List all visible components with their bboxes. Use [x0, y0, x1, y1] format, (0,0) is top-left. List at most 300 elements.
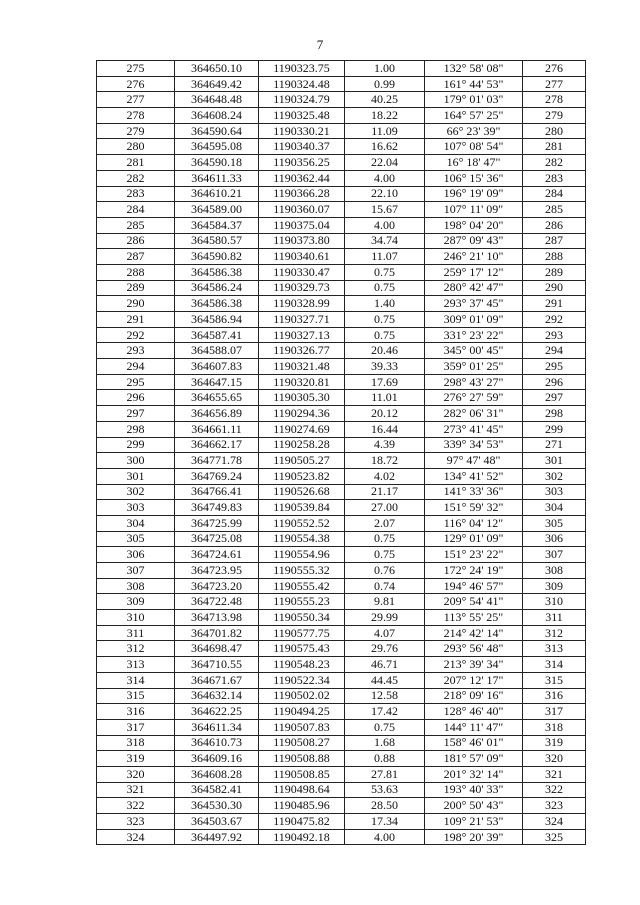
distance-cell: 0.88 [345, 751, 425, 767]
next-point-cell: 295 [523, 359, 586, 375]
next-point-cell: 313 [523, 641, 586, 657]
next-point-cell: 288 [523, 249, 586, 265]
x-coordinate-cell: 364650.10 [175, 61, 259, 77]
page-number: 7 [316, 37, 324, 52]
bearing-cell: 309° 01' 09" [425, 312, 523, 328]
distance-cell: 4.07 [345, 625, 425, 641]
bearing-cell: 151° 59' 32" [425, 500, 523, 516]
distance-cell: 0.76 [345, 563, 425, 579]
point-number-cell: 300 [97, 453, 175, 469]
distance-cell: 15.67 [345, 202, 425, 218]
distance-cell: 4.02 [345, 468, 425, 484]
distance-cell: 44.45 [345, 672, 425, 688]
bearing-cell: 214° 42' 14" [425, 625, 523, 641]
point-number-cell: 281 [97, 155, 175, 171]
point-number-cell: 304 [97, 515, 175, 531]
bearing-cell: 209° 54' 41" [425, 594, 523, 610]
next-point-cell: 286 [523, 217, 586, 233]
distance-cell: 0.75 [345, 327, 425, 343]
x-coordinate-cell: 364725.99 [175, 515, 259, 531]
table-row [97, 531, 586, 547]
y-coordinate-cell: 1190360.07 [259, 202, 345, 218]
table-row [97, 437, 586, 453]
bearing-cell: 218° 09' 16" [425, 688, 523, 704]
table-row [97, 139, 586, 155]
point-number-cell: 307 [97, 563, 175, 579]
next-point-cell: 285 [523, 202, 586, 218]
distance-cell: 53.63 [345, 782, 425, 798]
point-number-cell: 310 [97, 610, 175, 626]
point-number-cell: 292 [97, 327, 175, 343]
point-number-cell: 282 [97, 170, 175, 186]
bearing-cell: 164° 57' 25" [425, 108, 523, 124]
point-number-cell: 321 [97, 782, 175, 798]
point-number-cell: 289 [97, 280, 175, 296]
x-coordinate-cell: 364710.55 [175, 657, 259, 673]
next-point-cell: 316 [523, 688, 586, 704]
table-row [97, 155, 586, 171]
x-coordinate-cell: 364607.83 [175, 359, 259, 375]
distance-cell: 4.00 [345, 170, 425, 186]
y-coordinate-cell: 1190329.73 [259, 280, 345, 296]
x-coordinate-cell: 364749.83 [175, 500, 259, 516]
y-coordinate-cell: 1190485.96 [259, 798, 345, 814]
point-number-cell: 279 [97, 123, 175, 139]
next-point-cell: 279 [523, 108, 586, 124]
distance-cell: 4.00 [345, 829, 425, 845]
x-coordinate-cell: 364590.18 [175, 155, 259, 171]
bearing-cell: 282° 06' 31" [425, 406, 523, 422]
point-number-cell: 275 [97, 61, 175, 77]
point-number-cell: 296 [97, 390, 175, 406]
bearing-cell: 194° 46' 57" [425, 578, 523, 594]
next-point-cell: 325 [523, 829, 586, 845]
table-row [97, 782, 586, 798]
bearing-cell: 132° 58' 08" [425, 61, 523, 77]
next-point-cell: 301 [523, 453, 586, 469]
table-row [97, 751, 586, 767]
distance-cell: 1.40 [345, 296, 425, 312]
x-coordinate-cell: 364649.42 [175, 76, 259, 92]
distance-cell: 34.74 [345, 233, 425, 249]
table-row [97, 264, 586, 280]
table-row [97, 829, 586, 845]
bearing-cell: 293° 56' 48" [425, 641, 523, 657]
bearing-cell: 97° 47' 48" [425, 453, 523, 469]
y-coordinate-cell: 1190575.43 [259, 641, 345, 657]
next-point-cell: 318 [523, 719, 586, 735]
point-number-cell: 312 [97, 641, 175, 657]
y-coordinate-cell: 1190554.38 [259, 531, 345, 547]
point-number-cell: 313 [97, 657, 175, 673]
bearing-cell: 106° 15' 36" [425, 170, 523, 186]
table-row [97, 719, 586, 735]
distance-cell: 0.75 [345, 280, 425, 296]
next-point-cell: 287 [523, 233, 586, 249]
x-coordinate-cell: 364530.30 [175, 798, 259, 814]
y-coordinate-cell: 1190375.04 [259, 217, 345, 233]
table-row [97, 766, 586, 782]
next-point-cell: 317 [523, 704, 586, 720]
y-coordinate-cell: 1190340.61 [259, 249, 345, 265]
y-coordinate-cell: 1190326.77 [259, 343, 345, 359]
distance-cell: 0.99 [345, 76, 425, 92]
y-coordinate-cell: 1190508.27 [259, 735, 345, 751]
y-coordinate-cell: 1190294.36 [259, 406, 345, 422]
point-number-cell: 290 [97, 296, 175, 312]
next-point-cell: 311 [523, 610, 586, 626]
next-point-cell: 276 [523, 61, 586, 77]
y-coordinate-cell: 1190539.84 [259, 500, 345, 516]
bearing-cell: 129° 01' 09" [425, 531, 523, 547]
bearing-cell: 107° 11' 09" [425, 202, 523, 218]
table-row [97, 625, 586, 641]
next-point-cell: 321 [523, 766, 586, 782]
x-coordinate-cell: 364590.82 [175, 249, 259, 265]
table-row [97, 359, 586, 375]
table-row [97, 421, 586, 437]
distance-cell: 1.68 [345, 735, 425, 751]
y-coordinate-cell: 1190327.13 [259, 327, 345, 343]
next-point-cell: 292 [523, 312, 586, 328]
point-number-cell: 299 [97, 437, 175, 453]
bearing-cell: 128° 46' 40" [425, 704, 523, 720]
bearing-cell: 339° 34' 53" [425, 437, 523, 453]
coordinates-table-body [97, 61, 586, 845]
x-coordinate-cell: 364586.38 [175, 264, 259, 280]
x-coordinate-cell: 364662.17 [175, 437, 259, 453]
next-point-cell: 278 [523, 92, 586, 108]
bearing-cell: 273° 41' 45" [425, 421, 523, 437]
bearing-cell: 201° 32' 14" [425, 766, 523, 782]
x-coordinate-cell: 364648.48 [175, 92, 259, 108]
next-point-cell: 314 [523, 657, 586, 673]
bearing-cell: 276° 27' 59" [425, 390, 523, 406]
next-point-cell: 294 [523, 343, 586, 359]
point-number-cell: 298 [97, 421, 175, 437]
table-row [97, 704, 586, 720]
bearing-cell: 345° 00' 45" [425, 343, 523, 359]
x-coordinate-cell: 364595.08 [175, 139, 259, 155]
x-coordinate-cell: 364580.57 [175, 233, 259, 249]
y-coordinate-cell: 1190362.44 [259, 170, 345, 186]
distance-cell: 16.62 [345, 139, 425, 155]
table-row [97, 76, 586, 92]
point-number-cell: 291 [97, 312, 175, 328]
y-coordinate-cell: 1190475.82 [259, 814, 345, 830]
y-coordinate-cell: 1190366.28 [259, 186, 345, 202]
x-coordinate-cell: 364723.20 [175, 578, 259, 594]
distance-cell: 0.74 [345, 578, 425, 594]
distance-cell: 17.42 [345, 704, 425, 720]
y-coordinate-cell: 1190356.25 [259, 155, 345, 171]
bearing-cell: 109° 21' 53" [425, 814, 523, 830]
table-row [97, 202, 586, 218]
point-number-cell: 323 [97, 814, 175, 830]
y-coordinate-cell: 1190505.27 [259, 453, 345, 469]
next-point-cell: 296 [523, 374, 586, 390]
table-row [97, 515, 586, 531]
bearing-cell: 331° 23' 22" [425, 327, 523, 343]
bearing-cell: 161° 44' 53" [425, 76, 523, 92]
bearing-cell: 246° 21' 10" [425, 249, 523, 265]
bearing-cell: 198° 04' 20" [425, 217, 523, 233]
distance-cell: 1.00 [345, 61, 425, 77]
y-coordinate-cell: 1190555.23 [259, 594, 345, 610]
table-row [97, 547, 586, 563]
x-coordinate-cell: 364590.64 [175, 123, 259, 139]
y-coordinate-cell: 1190507.83 [259, 719, 345, 735]
y-coordinate-cell: 1190554.96 [259, 547, 345, 563]
next-point-cell: 309 [523, 578, 586, 594]
table-row [97, 327, 586, 343]
next-point-cell: 303 [523, 484, 586, 500]
table-row [97, 406, 586, 422]
next-point-cell: 299 [523, 421, 586, 437]
y-coordinate-cell: 1190328.99 [259, 296, 345, 312]
y-coordinate-cell: 1190523.82 [259, 468, 345, 484]
bearing-cell: 196° 19' 09" [425, 186, 523, 202]
distance-cell: 0.75 [345, 531, 425, 547]
next-point-cell: 289 [523, 264, 586, 280]
distance-cell: 0.75 [345, 264, 425, 280]
table-row [97, 61, 586, 77]
y-coordinate-cell: 1190498.64 [259, 782, 345, 798]
y-coordinate-cell: 1190526.68 [259, 484, 345, 500]
x-coordinate-cell: 364722.48 [175, 594, 259, 610]
y-coordinate-cell: 1190330.47 [259, 264, 345, 280]
bearing-cell: 141° 33' 36" [425, 484, 523, 500]
point-number-cell: 283 [97, 186, 175, 202]
x-coordinate-cell: 364656.89 [175, 406, 259, 422]
x-coordinate-cell: 364503.67 [175, 814, 259, 830]
distance-cell: 11.07 [345, 249, 425, 265]
y-coordinate-cell: 1190552.52 [259, 515, 345, 531]
distance-cell: 0.75 [345, 719, 425, 735]
y-coordinate-cell: 1190305.30 [259, 390, 345, 406]
point-number-cell: 317 [97, 719, 175, 735]
point-number-cell: 278 [97, 108, 175, 124]
x-coordinate-cell: 364587.41 [175, 327, 259, 343]
x-coordinate-cell: 364497.92 [175, 829, 259, 845]
bearing-cell: 193° 40' 33" [425, 782, 523, 798]
x-coordinate-cell: 364586.38 [175, 296, 259, 312]
table-row [97, 641, 586, 657]
point-number-cell: 320 [97, 766, 175, 782]
table-row [97, 500, 586, 516]
table-row [97, 672, 586, 688]
x-coordinate-cell: 364769.24 [175, 468, 259, 484]
x-coordinate-cell: 364608.28 [175, 766, 259, 782]
bearing-cell: 213° 39' 34" [425, 657, 523, 673]
x-coordinate-cell: 364611.34 [175, 719, 259, 735]
coordinates-table [96, 60, 586, 845]
bearing-cell: 280° 42' 47" [425, 280, 523, 296]
bearing-cell: 172° 24' 19" [425, 563, 523, 579]
distance-cell: 18.72 [345, 453, 425, 469]
x-coordinate-cell: 364771.78 [175, 453, 259, 469]
x-coordinate-cell: 364584.37 [175, 217, 259, 233]
y-coordinate-cell: 1190324.48 [259, 76, 345, 92]
table-row [97, 343, 586, 359]
table-row [97, 170, 586, 186]
point-number-cell: 295 [97, 374, 175, 390]
distance-cell: 40.25 [345, 92, 425, 108]
distance-cell: 20.46 [345, 343, 425, 359]
table-row [97, 563, 586, 579]
distance-cell: 17.69 [345, 374, 425, 390]
point-number-cell: 293 [97, 343, 175, 359]
next-point-cell: 271 [523, 437, 586, 453]
bearing-cell: 134° 41' 52" [425, 468, 523, 484]
distance-cell: 11.09 [345, 123, 425, 139]
bearing-cell: 158° 46' 01" [425, 735, 523, 751]
y-coordinate-cell: 1190373.80 [259, 233, 345, 249]
distance-cell: 27.00 [345, 500, 425, 516]
distance-cell: 9.81 [345, 594, 425, 610]
bearing-cell: 116° 04' 12" [425, 515, 523, 531]
distance-cell: 22.10 [345, 186, 425, 202]
next-point-cell: 293 [523, 327, 586, 343]
point-number-cell: 303 [97, 500, 175, 516]
x-coordinate-cell: 364589.00 [175, 202, 259, 218]
next-point-cell: 283 [523, 170, 586, 186]
table-row [97, 578, 586, 594]
table-row [97, 249, 586, 265]
x-coordinate-cell: 364586.94 [175, 312, 259, 328]
table-row [97, 217, 586, 233]
table-row [97, 108, 586, 124]
x-coordinate-cell: 364609.16 [175, 751, 259, 767]
table-row [97, 280, 586, 296]
next-point-cell: 305 [523, 515, 586, 531]
y-coordinate-cell: 1190555.32 [259, 563, 345, 579]
distance-cell: 4.00 [345, 217, 425, 233]
x-coordinate-cell: 364610.73 [175, 735, 259, 751]
bearing-cell: 107° 08' 54" [425, 139, 523, 155]
next-point-cell: 324 [523, 814, 586, 830]
table-row [97, 374, 586, 390]
bearing-cell: 259° 17' 12" [425, 264, 523, 280]
x-coordinate-cell: 364611.33 [175, 170, 259, 186]
distance-cell: 21.17 [345, 484, 425, 500]
next-point-cell: 320 [523, 751, 586, 767]
point-number-cell: 322 [97, 798, 175, 814]
bearing-cell: 144° 11' 47" [425, 719, 523, 735]
table-row [97, 657, 586, 673]
table-row [97, 92, 586, 108]
next-point-cell: 323 [523, 798, 586, 814]
next-point-cell: 291 [523, 296, 586, 312]
table-row [97, 814, 586, 830]
y-coordinate-cell: 1190494.25 [259, 704, 345, 720]
point-number-cell: 285 [97, 217, 175, 233]
next-point-cell: 312 [523, 625, 586, 641]
x-coordinate-cell: 364766.41 [175, 484, 259, 500]
next-point-cell: 310 [523, 594, 586, 610]
point-number-cell: 306 [97, 547, 175, 563]
point-number-cell: 319 [97, 751, 175, 767]
distance-cell: 20.12 [345, 406, 425, 422]
y-coordinate-cell: 1190522.34 [259, 672, 345, 688]
point-number-cell: 286 [97, 233, 175, 249]
point-number-cell: 297 [97, 406, 175, 422]
distance-cell: 28.50 [345, 798, 425, 814]
next-point-cell: 280 [523, 123, 586, 139]
y-coordinate-cell: 1190548.23 [259, 657, 345, 673]
distance-cell: 0.75 [345, 547, 425, 563]
distance-cell: 4.39 [345, 437, 425, 453]
point-number-cell: 324 [97, 829, 175, 845]
x-coordinate-cell: 364582.41 [175, 782, 259, 798]
bearing-cell: 181° 57' 09" [425, 751, 523, 767]
distance-cell: 16.44 [345, 421, 425, 437]
bearing-cell: 298° 43' 27" [425, 374, 523, 390]
distance-cell: 39.33 [345, 359, 425, 375]
table-row [97, 296, 586, 312]
distance-cell: 29.76 [345, 641, 425, 657]
x-coordinate-cell: 364725.08 [175, 531, 259, 547]
x-coordinate-cell: 364724.61 [175, 547, 259, 563]
bearing-cell: 198° 20' 39" [425, 829, 523, 845]
bearing-cell: 16° 18' 47" [425, 155, 523, 171]
x-coordinate-cell: 364661.11 [175, 421, 259, 437]
x-coordinate-cell: 364671.67 [175, 672, 259, 688]
point-number-cell: 311 [97, 625, 175, 641]
x-coordinate-cell: 364608.24 [175, 108, 259, 124]
point-number-cell: 284 [97, 202, 175, 218]
y-coordinate-cell: 1190324.79 [259, 92, 345, 108]
bearing-cell: 179° 01' 03" [425, 92, 523, 108]
point-number-cell: 318 [97, 735, 175, 751]
table-row [97, 123, 586, 139]
next-point-cell: 284 [523, 186, 586, 202]
x-coordinate-cell: 364701.82 [175, 625, 259, 641]
point-number-cell: 287 [97, 249, 175, 265]
table-row [97, 610, 586, 626]
x-coordinate-cell: 364588.07 [175, 343, 259, 359]
y-coordinate-cell: 1190555.42 [259, 578, 345, 594]
bearing-cell: 287° 09' 43" [425, 233, 523, 249]
point-number-cell: 315 [97, 688, 175, 704]
point-number-cell: 276 [97, 76, 175, 92]
y-coordinate-cell: 1190327.71 [259, 312, 345, 328]
distance-cell: 11.01 [345, 390, 425, 406]
table-row [97, 798, 586, 814]
next-point-cell: 298 [523, 406, 586, 422]
y-coordinate-cell: 1190492.18 [259, 829, 345, 845]
y-coordinate-cell: 1190323.75 [259, 61, 345, 77]
next-point-cell: 322 [523, 782, 586, 798]
x-coordinate-cell: 364586.24 [175, 280, 259, 296]
distance-cell: 0.75 [345, 312, 425, 328]
x-coordinate-cell: 364622.25 [175, 704, 259, 720]
y-coordinate-cell: 1190321.48 [259, 359, 345, 375]
bearing-cell: 359° 01' 25" [425, 359, 523, 375]
next-point-cell: 281 [523, 139, 586, 155]
next-point-cell: 306 [523, 531, 586, 547]
distance-cell: 46.71 [345, 657, 425, 673]
x-coordinate-cell: 364610.21 [175, 186, 259, 202]
y-coordinate-cell: 1190508.88 [259, 751, 345, 767]
x-coordinate-cell: 364723.95 [175, 563, 259, 579]
point-number-cell: 308 [97, 578, 175, 594]
y-coordinate-cell: 1190274.69 [259, 421, 345, 437]
table-row [97, 594, 586, 610]
bearing-cell: 151° 23' 22" [425, 547, 523, 563]
point-number-cell: 294 [97, 359, 175, 375]
point-number-cell: 314 [97, 672, 175, 688]
